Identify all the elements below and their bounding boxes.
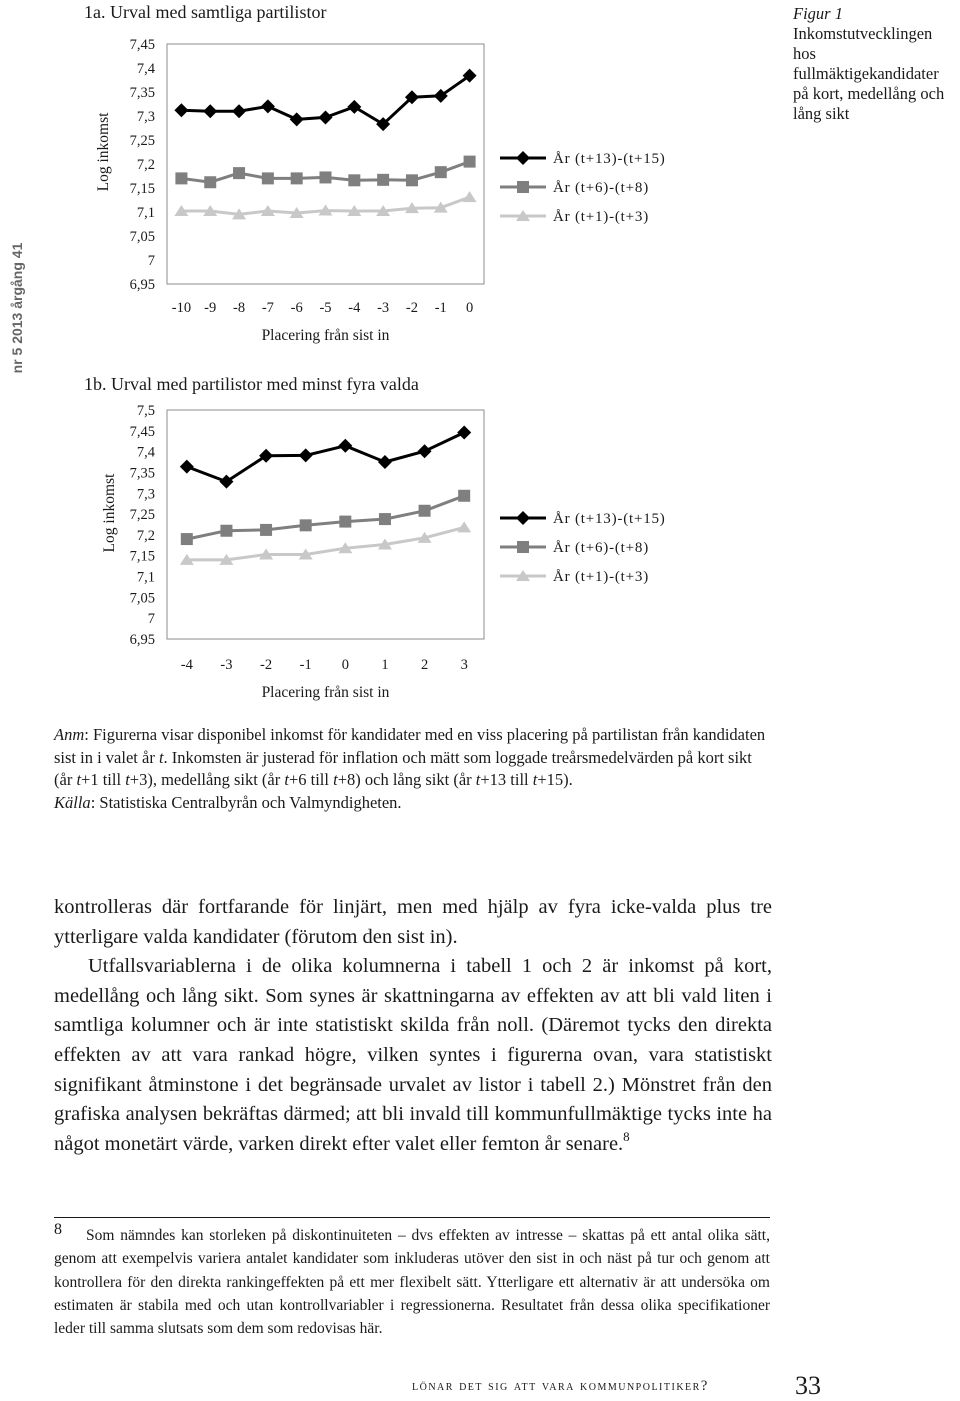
data-point-medium — [348, 174, 360, 186]
figure-notes — [54, 724, 774, 814]
y-tick-label: 7,15 — [129, 548, 155, 565]
x-tick-label: -4 — [348, 300, 361, 316]
y-axis-label: Log inkomst — [101, 473, 118, 553]
x-tick-label: -10 — [171, 300, 192, 316]
x-tick-label: -3 — [220, 657, 233, 673]
x-tick-label: -3 — [377, 300, 390, 316]
data-point-long — [347, 100, 361, 114]
y-tick-label: 7,1 — [136, 569, 155, 586]
legend-label: År (t+1)-(t+3) — [553, 569, 650, 585]
body-paragraph-1: kontrolleras där fortfarande för linjärt, men med hjälp av fyra icke-valda plus tre ytterligare valda kandidater (förutom den sist in). — [54, 896, 772, 948]
footnote-text: Som nämndes kan storleken på diskontinuiteten – dvs effekten av intresse – skattas på ett antal olika sätt, genom att exempelvis variera antalet kandidater som inkluderas utöver den sist in och näst på tur och genom att kontrollera för den direkta rankingeffekten på ett mer flexibelt sätt. Ytterligare ett alternativ är att undersöka om estimaten är stabila med och utan kontrollvariabler i regressionerna. Resultatet från dessa olika specifikationer leder till samma slutsats som dem som redovisas här. — [54, 1227, 770, 1338]
y-tick-label: 7 — [147, 611, 155, 628]
figure-caption-label: Figur 1 — [793, 4, 843, 23]
x-tick-label: 3 — [460, 657, 468, 673]
data-point-long — [338, 439, 352, 453]
figure-1a — [70, 0, 710, 355]
chart-title: 1b. Urval med partilistor med minst fyra valda — [84, 374, 419, 394]
data-point-medium — [406, 174, 418, 186]
chart-1a-svg — [70, 0, 710, 350]
y-tick-label: 7,35 — [129, 85, 155, 101]
y-tick-label: 6,95 — [129, 632, 155, 648]
y-tick-label: 7,45 — [129, 37, 155, 53]
x-tick-label: -8 — [232, 300, 246, 316]
data-point-long — [457, 425, 471, 439]
source-text: Statistiska Centralbyrån och Valmyndigheten. — [99, 792, 402, 812]
x-tick-label: 0 — [465, 300, 474, 316]
x-tick-label: -1 — [299, 657, 312, 673]
x-axis-label: Placering från sist in — [261, 327, 390, 344]
y-tick-label: 7,05 — [129, 229, 155, 245]
x-tick-label: -2 — [260, 657, 273, 673]
y-tick-label: 7 — [147, 253, 155, 269]
data-point-medium — [291, 172, 303, 184]
x-axis-label: Placering från sist in — [261, 684, 390, 701]
note-label: Anm — [54, 725, 85, 744]
data-point-medium — [464, 156, 476, 168]
y-tick-label: 7,4 — [136, 444, 155, 461]
data-point-medium — [233, 167, 245, 179]
y-tick-label: 7,2 — [136, 527, 155, 544]
data-point-medium — [458, 490, 470, 502]
footnote-ref[interactable]: 8 — [623, 1128, 630, 1144]
data-point-medium — [320, 171, 332, 183]
x-tick-label: -2 — [405, 300, 419, 316]
y-tick-label: 7,45 — [129, 423, 155, 440]
figure-caption-text: Inkomstutvecklingen hos fullmäktigekandidater på kort, medellång och lång sikt — [793, 24, 945, 123]
y-tick-label: 7,4 — [136, 61, 155, 77]
data-point-long — [180, 460, 194, 474]
data-point-long — [203, 104, 217, 118]
legend-marker-medium — [517, 541, 529, 553]
data-point-medium — [435, 166, 447, 178]
chart-title: 1a. Urval med samtliga partilistor — [84, 2, 327, 22]
x-tick-label: 1 — [381, 657, 389, 673]
journal-issue-label: nr 5 2013 årgång 41 — [9, 242, 25, 374]
data-point-long — [232, 104, 246, 118]
legend-marker-medium — [517, 181, 529, 193]
legend-label: År (t+6)-(t+8) — [553, 180, 650, 196]
footnote — [54, 1221, 770, 1340]
running-head: lönar det sig att vara kommunpolitiker? — [412, 1378, 709, 1394]
legend-marker-long — [516, 151, 530, 165]
note-paragraph: Anm: Figurerna visar disponibel inkomst för kandidater med en viss placering på partilistan från kandidaten sist in i valet år t. Inkomsten är justerad för inflation och mätt som loggade treårsmedelvärden på kort sikt (år t+1 till t+3), medellång sikt (år t+6 till t+8) och lång sikt (år t+13 till t+15). — [54, 725, 766, 789]
data-point-medium — [300, 519, 312, 531]
data-point-medium — [262, 172, 274, 184]
data-point-medium — [220, 525, 232, 537]
y-tick-label: 7,5 — [136, 403, 155, 419]
x-tick-label: -6 — [290, 300, 303, 316]
y-tick-label: 7,25 — [129, 133, 155, 149]
footnote-number: 8 — [54, 1221, 62, 1238]
footnote-divider — [54, 1217, 770, 1218]
legend-label: År (t+1)-(t+3) — [553, 209, 650, 225]
body-paragraph-2: Utfallsvariablerna i de olika kolumnerna i tabell 1 och 2 är inkomst på kort, medellång och lång sikt. Som synes är skattningarna av effekten av att bli vald liten i samtliga kolumner och är inte statistiskt skilda från noll. (Däremot tycks den direkta effekten av att vara rankad högre, vilken syntes i figurerna ovan, vara statistiskt signifikant åtminstone i det begränsade urvalet av listor i tabell 2.) Mönstret från den grafiska analysen bekräftas därmed; att bli invald till kommunfullmäktige tycks inte ha något monetärt värde, varken direkt efter valet eller femton år senare.$^8$ — [54, 955, 772, 1155]
y-tick-label: 7,15 — [129, 181, 155, 197]
data-point-long — [261, 99, 275, 113]
page-number: 33 — [795, 1371, 821, 1400]
y-tick-label: 7,35 — [129, 465, 155, 482]
y-tick-label: 7,25 — [129, 507, 155, 524]
x-tick-label: -5 — [319, 300, 332, 316]
chart-1b-svg — [70, 360, 710, 705]
data-point-long — [378, 455, 392, 469]
x-tick-label: -9 — [204, 300, 217, 316]
data-point-medium — [377, 174, 389, 186]
legend-label: År (t+13)-(t+15) — [553, 151, 666, 167]
body-text — [54, 893, 772, 1159]
series-line-long — [187, 433, 464, 482]
x-tick-label: -4 — [180, 657, 193, 673]
data-point-medium — [419, 505, 431, 517]
y-axis-label: Log inkomst — [95, 112, 112, 192]
data-point-long — [418, 444, 432, 458]
data-point-medium — [175, 172, 187, 184]
data-point-long — [174, 103, 188, 117]
data-point-short — [463, 191, 477, 202]
figure-caption — [793, 4, 958, 124]
data-point-medium — [260, 524, 272, 536]
data-point-long — [290, 112, 304, 126]
y-tick-label: 6,95 — [129, 277, 155, 293]
data-point-medium — [181, 533, 193, 545]
data-point-medium — [379, 513, 391, 525]
legend-marker-long — [516, 511, 530, 525]
data-point-medium — [204, 176, 216, 188]
legend-label: År (t+6)-(t+8) — [553, 540, 650, 556]
y-tick-label: 7,2 — [136, 157, 155, 173]
data-point-medium — [339, 516, 351, 528]
x-tick-label: -7 — [261, 300, 274, 316]
legend-label: År (t+13)-(t+15) — [553, 511, 666, 527]
x-tick-label: 0 — [341, 657, 349, 673]
plot-area-frame — [167, 44, 484, 284]
data-point-long — [299, 448, 313, 462]
x-tick-label: -1 — [434, 300, 447, 316]
y-tick-label: 7,05 — [129, 590, 155, 607]
data-point-long — [319, 110, 333, 124]
figure-1b — [70, 360, 710, 710]
y-tick-label: 7,3 — [136, 486, 155, 503]
y-tick-label: 7,1 — [136, 205, 155, 221]
y-tick-label: 7,3 — [136, 109, 155, 125]
source-label: Källa — [54, 792, 91, 812]
data-point-short — [457, 521, 471, 532]
x-tick-label: 2 — [420, 657, 429, 673]
source-paragraph: Källa: Statistiska Centralbyrån och Valmyndigheten. — [54, 792, 402, 812]
